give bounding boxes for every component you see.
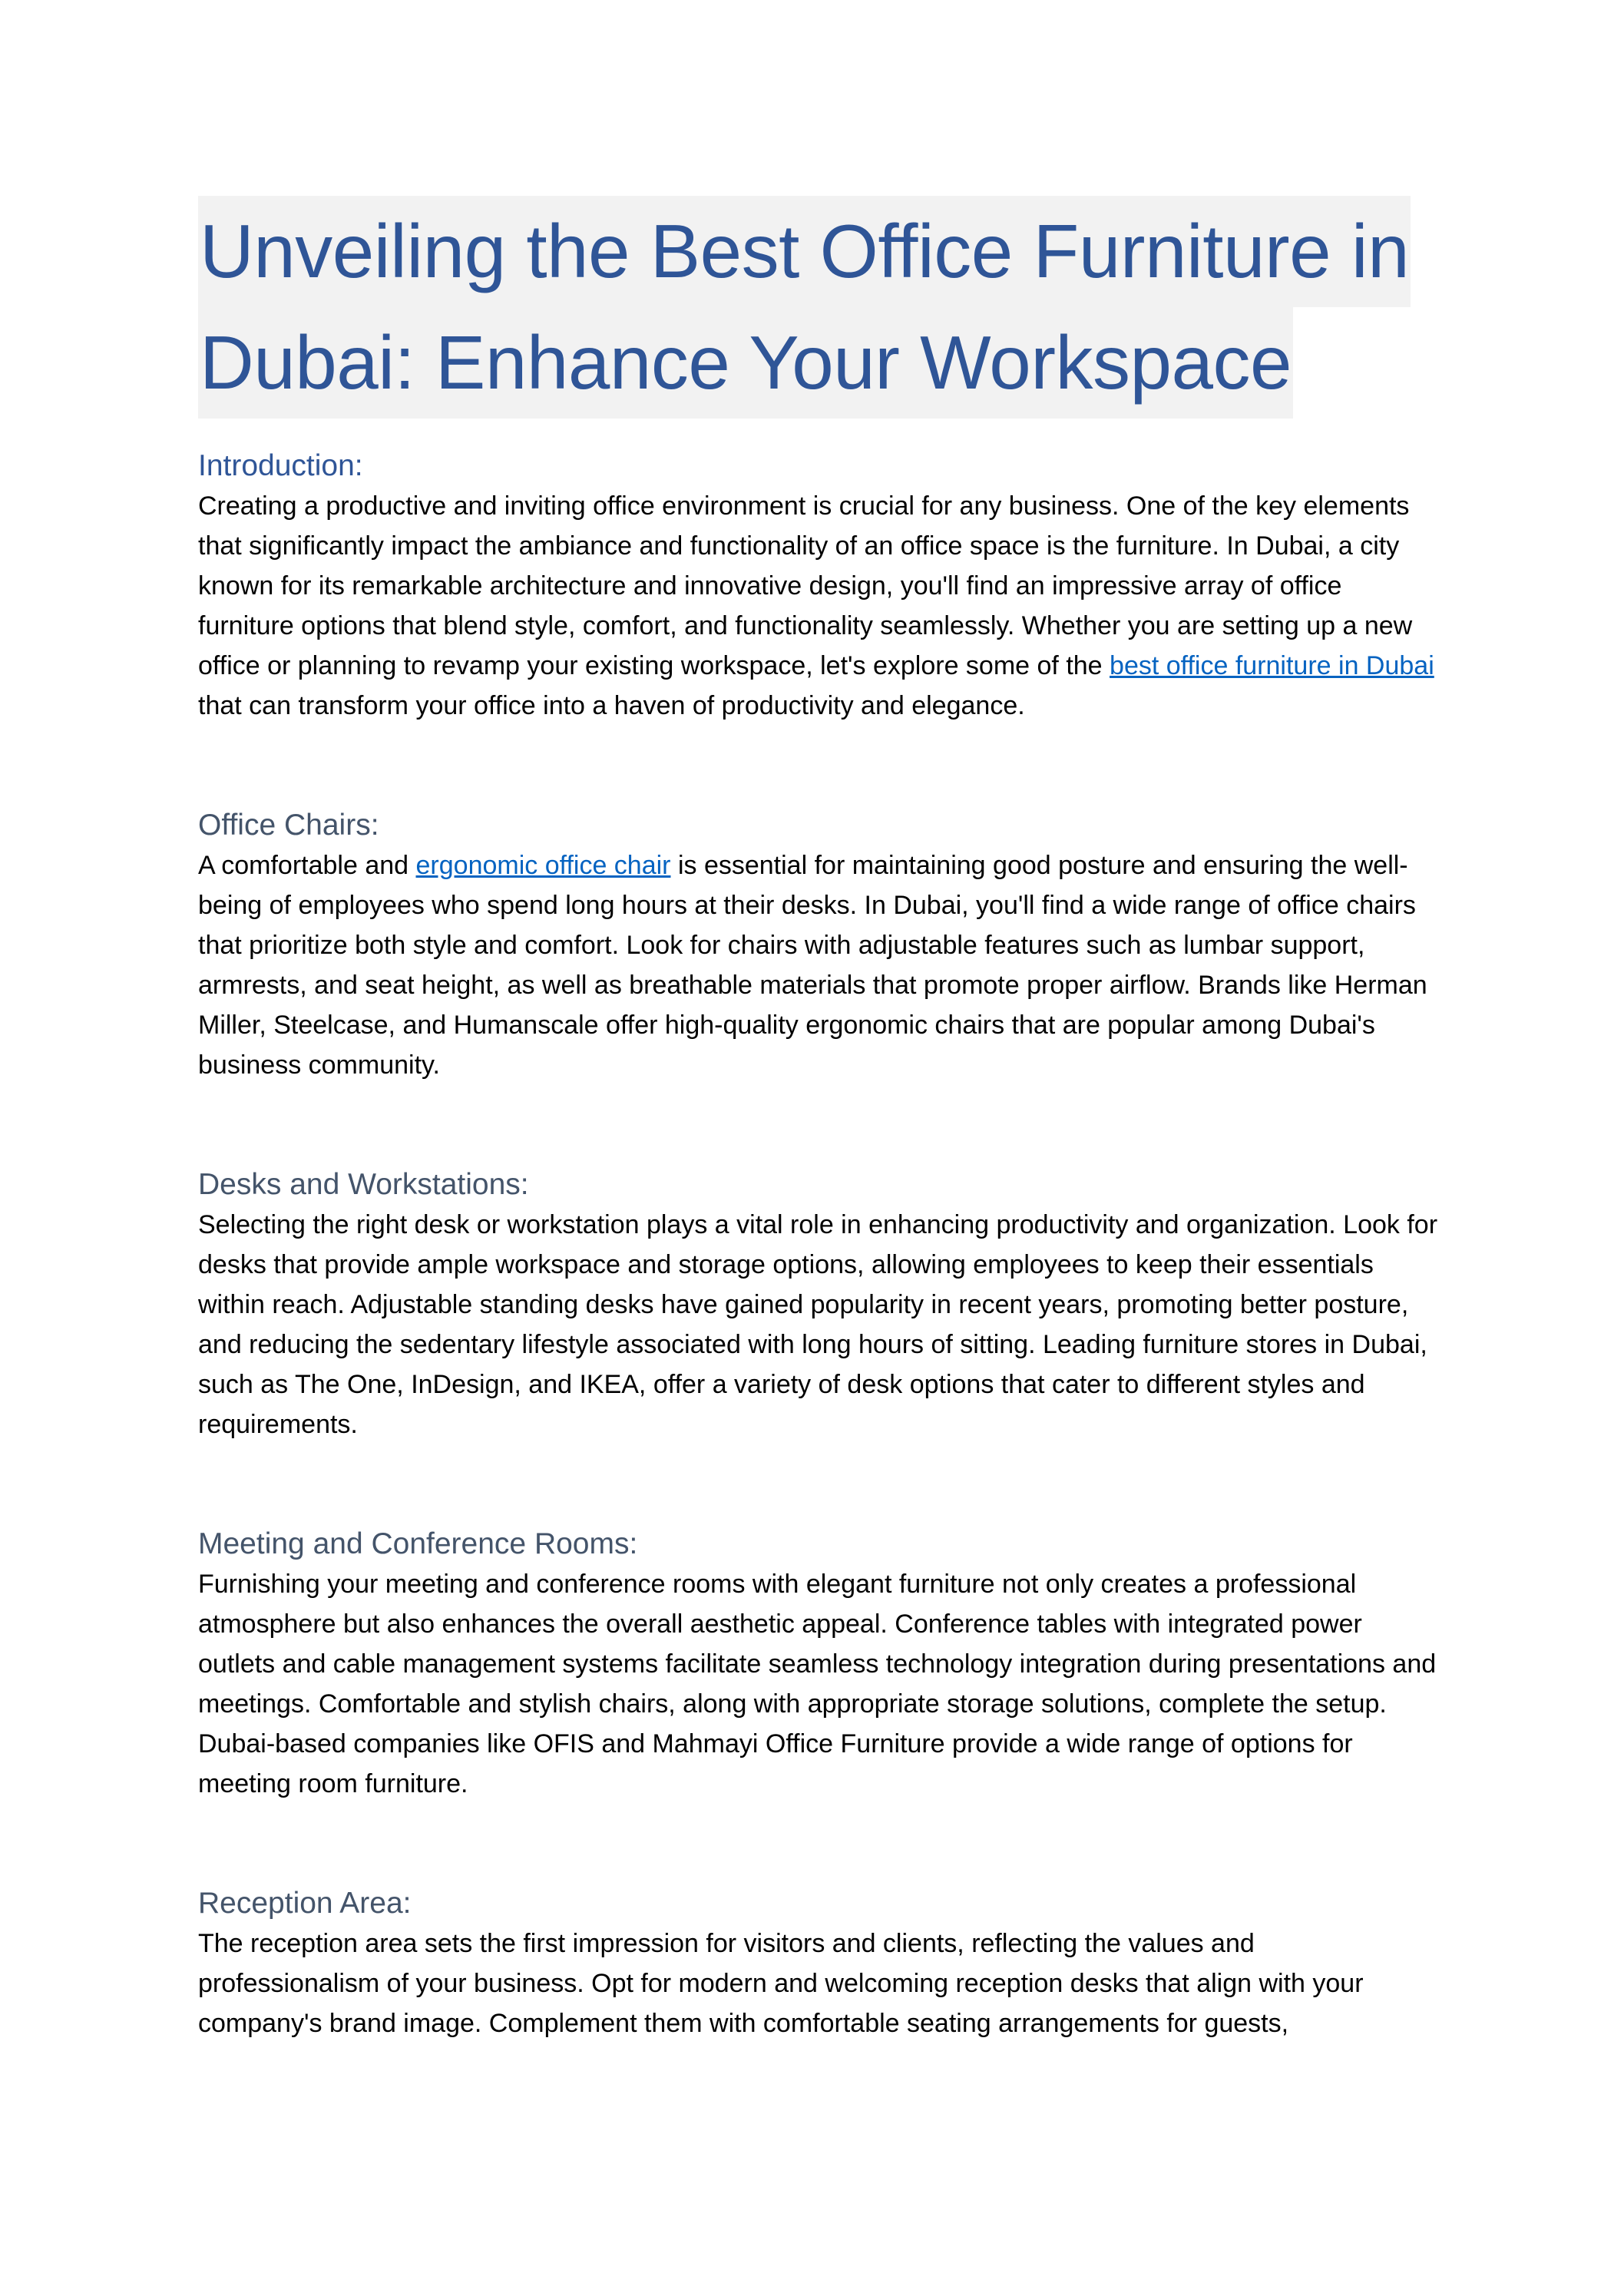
ergonomic-office-chair-link[interactable]: ergonomic office chair: [415, 851, 671, 880]
introduction-heading: Introduction:: [198, 449, 363, 482]
desks-paragraph: Selecting the right desk or workstation plays a vital role in enhancing productivity and organization. Look for desks that provide ample workspace and storage options, allowing employees to keep their essentials within reach. Adjustable standing desks have gained popularity in recent years, promoting better posture, and reducing the sedentary lifestyle associated with long hours of sitting. Leading furniture stores in Dubai, such as The One, InDesign, and IKEA, offer a variety of desk options that cater to different styles and requirements.: [198, 1210, 1438, 1439]
meeting-rooms-paragraph: Furnishing your meeting and conference rooms with elegant furniture not only creates a professional atmosphere but also enhances the overall aesthetic appeal. Conference tables with integrated power outlets and cable management systems facilitate seamless technology integration during presentations and meetings. Comfortable and stylish chairs, along with appropriate storage solutions, complete the setup. Dubai-based companies like OFIS and Mahmayi Office Furniture provide a wide range of options for meeting room furniture.: [198, 1570, 1437, 1798]
introduction-text-2: that can transform your office into a haven of productivity and elegance.: [198, 691, 1025, 720]
office-chairs-paragraph: [198, 845, 1442, 1085]
reception-heading: Reception Area:: [198, 1887, 412, 1920]
desks-heading: Desks and Workstations:: [198, 1168, 529, 1201]
reception-paragraph: The reception area sets the first impression for visitors and clients, reflecting the values and professionalism of your business. Opt for modern and welcoming reception desks that align with your company's brand image. Complement them with comfortable seating arrangements for guests,: [198, 1929, 1364, 2038]
section-spacer: [198, 726, 1442, 806]
document-title: [198, 196, 1442, 419]
section-spacer: [198, 1804, 1442, 1884]
office-chairs-heading: Office Chairs:: [198, 809, 379, 842]
title-line-1: Unveiling the Best Office Furniture in: [198, 196, 1411, 307]
section-spacer: [198, 1444, 1442, 1524]
introduction-text-1: Creating a productive and inviting office environment is crucial for any business. One of the key elements that significantly impact the ambiance and functionality of an office space is the furniture. In Dubai, a city known for its remarkable architecture and innovative design, you'll find an impressive array of office furniture options that blend style, comfort, and functionality seamlessly. Whether you are setting up a new office or planning to revamp your existing workspace, let's explore some of the: [198, 491, 1413, 680]
section-spacer: [198, 1085, 1442, 1165]
introduction-paragraph: [198, 486, 1442, 726]
document-page: [198, 196, 1442, 2043]
office-chairs-text-1: A comfortable and: [198, 851, 416, 880]
office-chairs-text-2: is essential for maintaining good posture and ensuring the well-being of employees who spend long hours at their desks. In Dubai, you'll find a wide range of office chairs that prioritize both style and comfort. Look for chairs with adjustable features such as lumbar support, armrests, and seat height, as well as breathable materials that promote proper airflow. Brands like Herman Miller, Steelcase, and Humanscale offer high-quality ergonomic chairs that are popular among Dubai's business community.: [198, 851, 1427, 1080]
meeting-rooms-heading: Meeting and Conference Rooms:: [198, 1527, 638, 1560]
title-line-2: Dubai: Enhance Your Workspace: [198, 307, 1293, 419]
best-office-furniture-link[interactable]: best office furniture in Dubai: [1110, 651, 1434, 680]
